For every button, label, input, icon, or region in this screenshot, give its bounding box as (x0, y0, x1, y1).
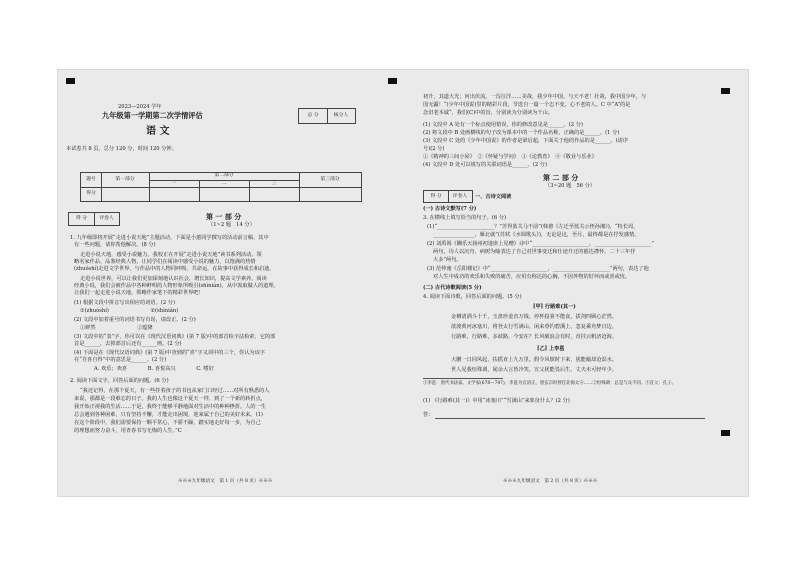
answer-line[interactable] (435, 418, 705, 419)
note-divider (423, 378, 503, 379)
passage-line: 念旧老本诚“，我们(C)中的旨，分别读为分别读为千山。 (423, 110, 553, 116)
grader-score-label: 得 分 (75, 216, 88, 221)
table-part2-col: 一 (171, 181, 177, 186)
passage-line: 初升，其道大光；河出伏流，一泻汪洋……美哉，我少年中国，与天不老！壮哉，我中国少年，与 (423, 94, 647, 100)
q1-line: ①鲜然 ②蕴隆 (80, 325, 153, 331)
part-two-subtitle: （3~20 题 56 分） (545, 183, 596, 189)
exam-title: 九年级第一学期第二次学情评估 (102, 111, 203, 120)
q1-line: 经典小说，我们会被作品中各种鲜明的人物形象所吸引(shìnián)，从中汲取做人的道理。 (74, 283, 279, 289)
poem-line: 世人见我恒殊调，闻余大言皆冷笑。宣父犹能畏后生，丈夫未可轻年少。 (451, 367, 618, 373)
q2-line: 2. 阅读下面文字，回答后面的问题。(6 分) (70, 378, 169, 384)
q1-line: 1. 九年级即将开展“走进小说天地”主题活动，下面是小蕙同学撰写的活动前言稿，其中 (70, 235, 269, 241)
q3-line: ________________，雁北就”(苏轼《水调歌头》)，无论是这，至月，最终都是在抒发感情。 (433, 232, 640, 238)
q1-line: 首是______，去掉部首后还有______画。(2 分) (74, 341, 182, 347)
question-item: (2) 将文段中 B 处画横线的句子改为课本中的一个作品名称，正确的是______。(1 分) (423, 130, 620, 136)
alignment-mark (721, 430, 730, 436)
q1-line: 走进小说天地，感受小说魅力。我校正在开展“走进小说天地”读书系列活动。领 (80, 252, 262, 258)
q1-line: (1) 根据文段中拼音写出相应的词语。(2 分) (74, 300, 175, 306)
grader-box (68, 212, 120, 226)
poem-line: 行路难，行路难，多歧路，今安在？长风破浪会有时，直挂云帆济沧海。 (451, 334, 618, 340)
q4-sub-question: (1) 《行路难(其一)》中用“冰塞川”“雪满山”来象征什么？(2 分) (423, 398, 570, 404)
grader-name-label: 评卷人 (99, 216, 114, 221)
q1-line: (2) 文段中加着重号的词语书写有误，请改正。(2 分) (74, 317, 196, 323)
alignment-mark (66, 78, 75, 84)
q2-line: “我还记得，在那个夏天，有一些挂着孩子的书包从家门口经过……对所有熟悉的人 (80, 388, 270, 394)
subsection-title: (二) 古代诗歌阅读(5 分) (423, 285, 482, 291)
footnote: ①李邕：唐代书法家、文学家(678—747)，李邕为官清正，唐玄宗时曾任北海太守……②恒殊调：总是与众不同。③宣父：孔子。 (423, 381, 676, 386)
total-score-label: 总 分 (307, 113, 319, 118)
question-item: (4) 文段中 D 处可以填写的关联词语是______。(2 分) (423, 162, 548, 168)
table-part1: 第一部分 (115, 177, 135, 182)
q3-line: (3) 范仲淹《岳阳楼记》中“______________________，______________________”两句，表达了他 (427, 266, 649, 272)
poem-title: [乙] 上李邕 (537, 346, 565, 352)
exam-page-1 (58, 70, 403, 496)
q3-line: (1)“______________________？”苦得蓝关马不前”(韩愈《左迁至蓝关示侄孙湘》)，“特长周， (427, 224, 639, 230)
question-item: ①《精神的三间小屋》 ②《怀疑与学问》 ③《论教育》 ④《敬业与乐业》 (423, 154, 597, 160)
q2-line: 总会遇到各种困难，只有坚持不懈，才能走出困境，迎来属于自己的美好未来。(1) (74, 412, 263, 418)
answer-label: 答： (423, 412, 434, 418)
table-part3: 第三部分 (320, 177, 340, 182)
exam-info: 本试卷共 8 页，总分 120 分，时间 120 分钟。 (66, 146, 177, 152)
q3-line: 对人生中成功的欢乐和失败的痛苦，应用有称达的心胸，不因外物的好坏而或喜或忧。 (433, 274, 631, 280)
page-footer: ※※※九年级语文 第 1 页（共 8 页）※※※ (178, 479, 273, 484)
subsection-title: (一) 古诗文默写(7 分) (423, 206, 477, 212)
q1-line: 有一些问题，请你帮他解决。(8 分) (74, 242, 156, 248)
table-part2-col: 三 (271, 181, 277, 186)
q1-line: (zhuóshí)走进文学世界，与作品中的人物同呼吸、共命运，在故事中获得成长和启迪。 (74, 266, 275, 272)
part-two-title: 第 二 部 分 (543, 173, 579, 182)
grader-box (423, 190, 473, 203)
school-year: 2023—2024 学年 (118, 104, 162, 110)
page-footer: ※※※九年级语文 第 2 页（共 8 页）※※※ (503, 479, 598, 484)
q2-line: 来说，那都是一段难忘的日子。我的人生也像这个夏天一样，到了一个新的转折点， (74, 396, 266, 402)
grader-name-label: 评卷人 (452, 193, 468, 199)
q1-line: 让我们一起走进小说天地，领略作家笔下的精彩世界吧！ (74, 290, 204, 296)
reviewer-label: 核分人 (333, 113, 349, 118)
part-one-title: 第 一 部 分 (206, 212, 242, 221)
subject-title: 语 文 (146, 126, 170, 137)
alignment-mark (388, 78, 397, 84)
q3-line: 两句，诗人以沉舟、病树为喻表达了自己对世事变迁和仕途升迁的豁达襟怀。二十三年抒 (433, 249, 636, 255)
total-score-box (298, 108, 356, 124)
q1-line: 在“自喜自得”中的意思是______。(2 分) (74, 357, 167, 363)
question-item: 号)(2 分) (423, 146, 445, 152)
q4-intro: 4. 阅读下面诗歌，回答后面的问题。(5 分) (423, 294, 522, 300)
poem-line: 欲渡黄河冰塞川，将登太行雪满山。闲来垂钓碧溪上，忽复乘舟梦日边。 (451, 324, 618, 330)
q2-line: 在这个阶段中，我们需要保持一颗平常心，不骄不躁，踏实地走好每一步，为自己 (74, 420, 261, 426)
question-item: (1) 文段中 A 处有一个标点使用错误，你的修改意见是______。(2 分) (423, 122, 583, 128)
q1-line: 走进小说世界，可以让我们更加深刻地认识社会，增长知识，提高文学素养。阅读 (80, 276, 267, 282)
scanned-exam-photo (58, 70, 748, 496)
q2-line: 的理想而努力奋斗，用青春书写无悔的人生。”C (74, 428, 182, 434)
score-table (80, 172, 362, 202)
q1-line: A. 欢乐；欢喜 B. 喜悦高兴 C. 嗜好 (94, 366, 214, 372)
exam-page-2 (403, 70, 748, 496)
q1-line: (4) 下面是在《现代汉语词典》(第 7 版)中查到的“喜”字义项中的三个，你认为该字 (74, 350, 265, 356)
q2-line: 我开始正视我的生活……于是，我终于能够平静地面对生活中的种种挫折。人的一生 (74, 404, 266, 410)
section-title: 一、古诗文阅读 (475, 194, 512, 200)
q3-line: 3. 在横线上填写恰当的句子。(6 分) (423, 215, 507, 221)
grader-score-label: 得 分 (430, 193, 442, 199)
poem-line: 大鹏一日同风起，扶摇直上九万里。假令风歇时下来，犹能簸却沧溟水。 (451, 357, 618, 363)
part-one-subtitle: （1~2 题 14 分） (208, 222, 255, 228)
q3-line: (2) 刘禹锡《酬乐天扬州初逢席上见赠》诗中“______________________，______________________” (427, 241, 654, 247)
alignment-mark (721, 88, 730, 94)
poem-title: [甲] 行路难(其一) (533, 304, 576, 310)
table-part2: 第二部分 (214, 173, 234, 178)
passage-line: 国无疆！“(少年中国说)里的精彩片段，节选自一篇一个志不变，心不老的人。C 中“A”的是 (423, 102, 631, 108)
question-item: (3) 文段中 C 处的《少年中国说》的作者是梁启超，下面关于他的作品的是______。(请序 (423, 138, 629, 144)
q3-line: 大多”两句。 (433, 257, 462, 263)
table-header-score: 得分 (86, 191, 96, 196)
q1-line: 略名家作品、品鉴经典人物，让同学们在阅读中感受小说的魅力，以饱满的热情 (74, 259, 256, 265)
table-header-number: 题号 (86, 177, 96, 182)
poem-line: 金樽清酒斗十千，玉盘珍羞直万钱。停杯投箸不能食，拔剑四顾心茫然。 (451, 314, 618, 320)
q1-line: (3) 文段中的“表”字，你可以在《现代汉语词典》(第 7 版)中的部首检字法检索，它的部 (74, 334, 276, 340)
q1-line: ①(zhuóshí) ②(shìnián) (80, 308, 179, 314)
table-part2-col: 二 (221, 181, 227, 186)
